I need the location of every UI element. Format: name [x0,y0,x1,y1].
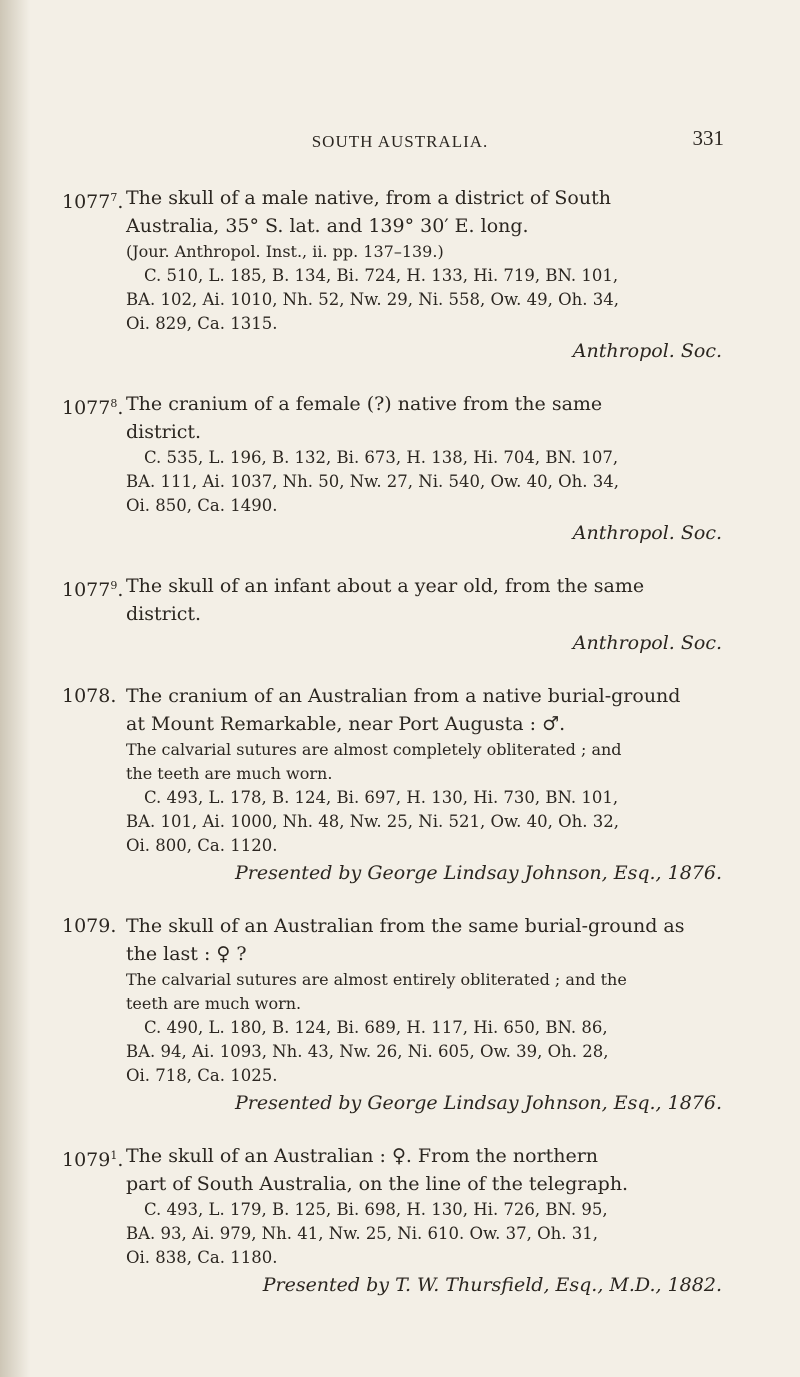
entry-measurements-continued: Oi. 850, Ca. 1490. [126,496,278,515]
entry-measurements-continued: BA. 93, Ai. 979, Nh. 41, Nw. 25, Ni. 610. Ow. 37, Oh. 31, [126,1224,599,1243]
entry-description-continued: district. [126,603,202,625]
entry-measurements-continued: Oi. 718, Ca. 1025. [126,1066,278,1085]
catalogue-entry [62,390,722,548]
entry-measurements-continued: BA. 111, Ai. 1037, Nh. 50, Nw. 27, Ni. 540, Ow. 40, Oh. 34, [126,472,620,491]
entry-measurements: C. 493, L. 179, B. 125, Bi. 698, H. 130, Hi. 726, BN. 95, [144,1200,608,1219]
entry-description: The cranium of a female (?) native from the same [126,393,603,415]
entry-number: 1079$^1$. [62,1149,124,1171]
entry-first-line [62,912,722,940]
entry-number-text: 1077 [62,191,111,213]
entry-note: teeth are much worn. [126,994,302,1013]
entry-number-superscript: 8 [110,397,118,410]
entry-first-line [62,184,722,212]
entry-source: Anthropol. Soc. [572,632,722,654]
entry-number-text: 1077 [62,397,111,419]
entry-measurements: C. 510, L. 185, B. 134, Bi. 724, H. 133, Hi. 719, BN. 101, [144,266,619,285]
entry-note: (Jour. Anthropol. Inst., ii. pp. 137–139.) [126,242,444,261]
entry-number-text: 1078. [62,685,117,707]
page-number: 331 [692,126,724,150]
entry-description: The skull of an Australian : ♀. From the northern [126,1145,599,1167]
page-gutter-shadow [0,0,30,1377]
catalogue-entry [62,1142,722,1300]
entry-number-text: 1079 [62,1149,111,1171]
entry-source: Anthropol. Soc. [572,340,722,362]
entry-measurements-continued: Oi. 829, Ca. 1315. [126,314,278,333]
entry-number-text: 1079. [62,915,117,937]
catalogue-entry [62,912,722,1118]
entry-measurements: C. 493, L. 178, B. 124, Bi. 697, H. 130, Hi. 730, BN. 101, [144,788,619,807]
entry-description: The skull of an infant about a year old, from the same [126,575,645,597]
entry-number: 1077$^9$. [62,579,124,601]
entry-note: The calvarial sutures are almost completely obliterated ; and [126,740,622,759]
entry-source: Presented by George Lindsay Johnson, Esq., 1876. [234,862,722,884]
entry-number: 1077$^8$. [62,397,124,419]
entry-description: The skull of a male native, from a district of South [126,187,611,209]
entry-measurements: C. 535, L. 196, B. 132, Bi. 673, H. 138, Hi. 704, BN. 107, [144,448,619,467]
entry-measurements-continued: BA. 102, Ai. 1010, Nh. 52, Nw. 29, Ni. 558, Ow. 49, Oh. 34, [126,290,620,309]
entry-measurements-continued: Oi. 838, Ca. 1180. [126,1248,278,1267]
entry-number-superscript: 9 [110,579,118,592]
running-head [0,126,800,162]
running-head-title: SOUTH AUSTRALIA. [311,132,489,151]
entry-description-continued: district. [126,421,202,443]
entry-note: The calvarial sutures are almost entirely obliterated ; and the [126,970,627,989]
entry-note: the teeth are much worn. [126,764,333,783]
catalogue-entries [62,184,722,1324]
entry-description-continued: the last : ♀ ? [126,943,247,965]
entry-first-line [62,1142,722,1170]
catalogue-entry [62,572,722,658]
entry-measurements-continued: BA. 94, Ai. 1093, Nh. 43, Nw. 26, Ni. 605, Ow. 39, Oh. 28, [126,1042,609,1061]
entry-number-superscript: 7 [110,191,118,204]
entry-number-text: 1077 [62,579,111,601]
entry-description-continued: Australia, 35° S. lat. and 139° 30′ E. long. [126,215,529,237]
entry-source: Presented by T. W. Thursfield, Esq., M.D., 1882. [262,1274,722,1296]
entry-description-continued: at Mount Remarkable, near Port Augusta : ♂. [126,713,566,735]
entry-measurements-continued: Oi. 800, Ca. 1120. [126,836,278,855]
entry-description: The cranium of an Australian from a native burial-ground [126,685,681,707]
entry-source: Presented by George Lindsay Johnson, Esq., 1876. [234,1092,722,1114]
entry-description-continued: part of South Australia, on the line of the telegraph. [126,1173,629,1195]
entry-description: The skull of an Australian from the same burial-ground as [126,915,685,937]
entry-number [62,912,116,940]
entry-number-superscript: 1 [110,1149,118,1162]
entry-number: 1077$^7$. [62,191,124,213]
entry-number [62,682,116,710]
entry-first-line [62,390,722,418]
entry-measurements: C. 490, L. 180, B. 124, Bi. 689, H. 117, Hi. 650, BN. 86, [144,1018,608,1037]
entry-measurements-continued: BA. 101, Ai. 1000, Nh. 48, Nw. 25, Ni. 521, Ow. 40, Oh. 32, [126,812,620,831]
entry-first-line [62,572,722,600]
catalogue-entry [62,682,722,888]
entry-first-line [62,682,722,710]
catalogue-entry [62,184,722,366]
entry-source: Anthropol. Soc. [572,522,722,544]
